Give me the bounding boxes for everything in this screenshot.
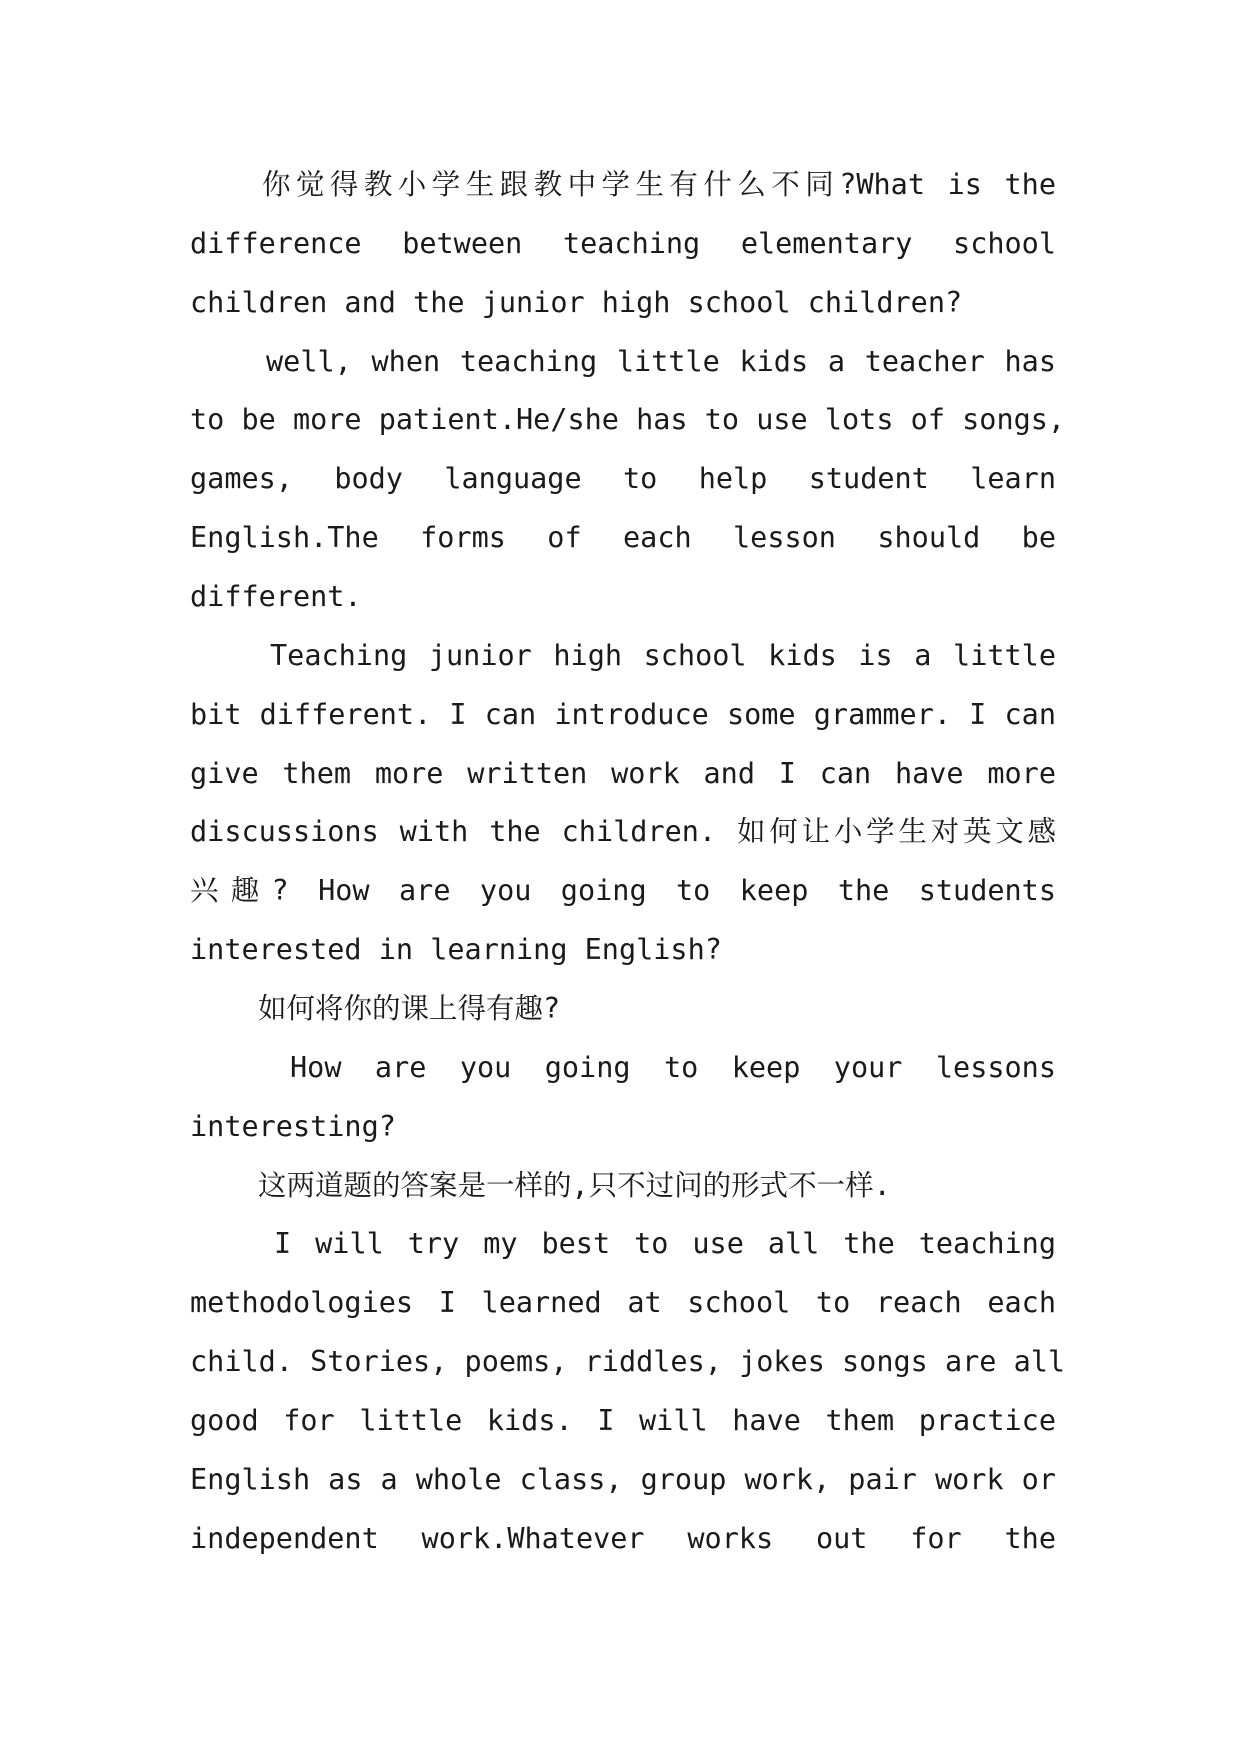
text-line: 如何将你的课上得有趣? bbox=[258, 992, 561, 1025]
text-line: children and the junior high school children? bbox=[190, 286, 963, 319]
text-line: bit different. I can introduce some grammer. I can bbox=[190, 698, 1056, 731]
text-line: 兴趣? How are you going to keep the students bbox=[190, 874, 1056, 907]
text-line: well, when teaching little kids a teacher has bbox=[266, 345, 1056, 378]
text-line: Teaching junior high school kids is a little bbox=[270, 639, 1056, 672]
text-line: 这两道题的答案是一样的,只不过问的形式不一样. bbox=[258, 1169, 891, 1202]
text-line: give them more written work and I can have more bbox=[190, 757, 1056, 790]
text-line: games, body language to help student learn bbox=[190, 462, 1056, 495]
text-line: How are you going to keep your lessons bbox=[290, 1051, 1056, 1084]
text-line: interested in learning English? bbox=[190, 933, 722, 966]
text-line: difference between teaching elementary school bbox=[190, 227, 1056, 260]
text-line: good for little kids. I will have them practice bbox=[190, 1404, 1056, 1437]
text-line: I will try my best to use all the teaching bbox=[274, 1227, 1056, 1260]
text-line: 你觉得教小学生跟教中学生有什么不同?What is the bbox=[262, 168, 1056, 201]
text-line: different. bbox=[190, 580, 362, 613]
text-line: interesting? bbox=[190, 1110, 396, 1143]
text-line: English as a whole class, group work, pair work or bbox=[190, 1463, 1056, 1496]
text-line: discussions with the children. 如何让小学生对英文感 bbox=[190, 815, 1056, 848]
text-line: child. Stories, poems, riddles, jokes songs are all bbox=[190, 1345, 1066, 1378]
text-line: English.The forms of each lesson should be bbox=[190, 521, 1056, 554]
text-line: methodologies I learned at school to reach each bbox=[190, 1286, 1056, 1319]
text-line: independent work.Whatever works out for the bbox=[190, 1522, 1056, 1555]
text-line: to be more patient.He/she has to use lots of songs, bbox=[190, 403, 1066, 436]
